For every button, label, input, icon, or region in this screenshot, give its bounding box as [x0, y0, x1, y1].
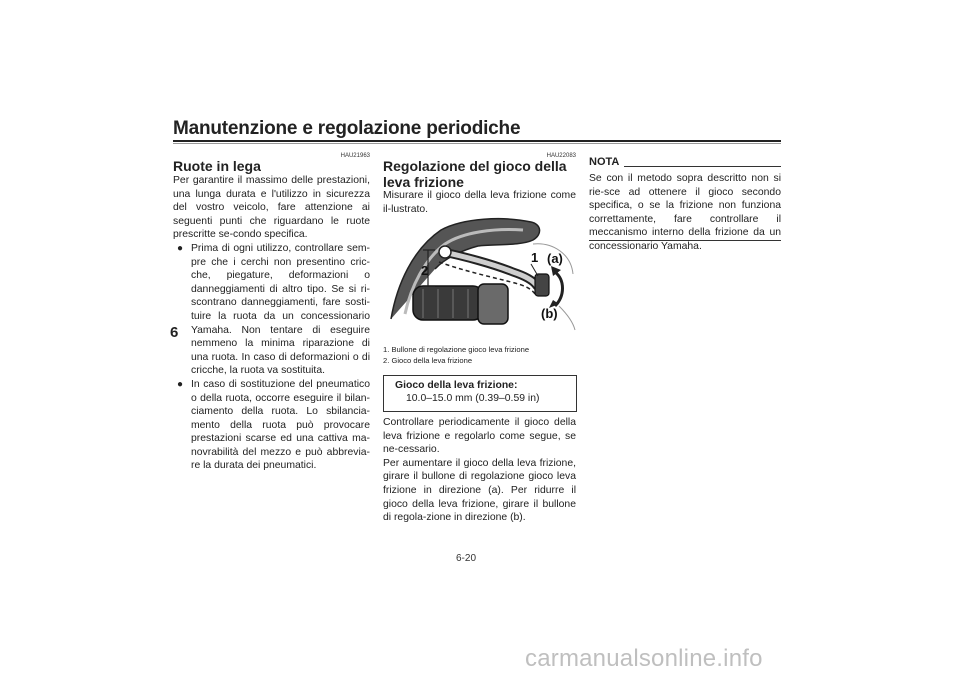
- section-heading: Ruote in lega: [173, 158, 261, 174]
- spec-value: 10.0–15.0 mm (0.39–0.59 in): [406, 393, 540, 404]
- section-body: [173, 174, 370, 473]
- spec-box: [383, 375, 577, 412]
- intro-paragraph: Misurare il gioco della leva frizione come il-lustrato.: [383, 190, 576, 215]
- clutch-lever-figure: [383, 214, 576, 341]
- bullet-item: [177, 242, 370, 378]
- bullet-icon: ●: [177, 242, 184, 254]
- figure-label-b: (b): [541, 306, 558, 321]
- bullet-item: [177, 378, 370, 473]
- section-body: [383, 416, 576, 525]
- section-code: HAU21963: [340, 153, 370, 159]
- figure-label-a: (a): [547, 251, 563, 266]
- figure-captions: [383, 344, 576, 366]
- watermark: carmanualsonline.info: [525, 645, 763, 672]
- nota-text: Se con il metodo sopra descritto non si rie-sce ad ottenere il gioco secondo specifica, o se la frizione non funziona correttamente, fare controllare il meccanismo interno della frizione da un concessionario Yamaha.: [589, 173, 781, 252]
- chapter-number: 6: [170, 324, 179, 341]
- page-number: 6-20: [456, 553, 477, 564]
- nota-rule-top: [624, 166, 781, 167]
- intro-paragraph: Per garantire il massimo delle prestazioni, una lunga durata e l'utilizzo in sicurezza del vostro veicolo, fare attenzione ai seguenti punti che riguardano le ruote prescritte se-condo specifica.: [173, 175, 370, 241]
- clutch-lever-illustration: [383, 214, 576, 341]
- nota-rule-bottom: [589, 240, 781, 241]
- figure-label-1: 1: [531, 250, 539, 265]
- body-paragraph: Controllare periodicamente il gioco della leva frizione e regolarlo come segue, se ne-cessario.: [383, 417, 576, 456]
- section-heading: Regolazione del gioco della leva frizione: [383, 158, 567, 190]
- body-paragraph: Per aumentare il gioco della leva frizione, girare il bullone di regolazione gioco leva frizione in direzione (a). Per ridurre il gioco della leva frizione, girare il bullone di regola-zione in direzione (b).: [383, 457, 576, 524]
- caption-item: 2. Gioco della leva frizione: [383, 356, 473, 365]
- bullet-text: Prima di ogni utilizzo, controllare sem-pre che i cerchi non presentino cric-che, piegature, deformazioni o danneggiamenti di altro tipo. Se si ri-scontrano danneggiamenti, fare sosti-tuire la ruota da un concessionario Yamaha. Non tentare di eseguire nemmeno la minima riparazione di una ruota. In caso di deformazioni o di cricche, la ruota va sostituita.: [191, 242, 370, 377]
- bullet-text: In caso di sostituzione del pneumatico o della ruota, occorre eseguire il bilan-ciamento della ruota. Lo sbilancia-mento della ruota può provocare prestazioni scarse ed una cattiva ma-novrabilità del mezzo e può abbrevia-re la durata dei pneumatici.: [191, 378, 370, 472]
- title-rule-thin: [173, 143, 781, 144]
- figure-label-2: 2: [421, 263, 429, 278]
- nota-label: NOTA: [589, 156, 620, 168]
- page-title: Manutenzione e regolazione periodiche: [173, 118, 521, 139]
- spec-title: Gioco della leva frizione:: [395, 380, 518, 391]
- bullet-icon: ●: [177, 378, 184, 390]
- title-rule: [173, 140, 781, 142]
- caption-item: 1. Bullone di regolazione gioco leva frizione: [383, 345, 530, 354]
- section-code: HAU22083: [546, 153, 576, 159]
